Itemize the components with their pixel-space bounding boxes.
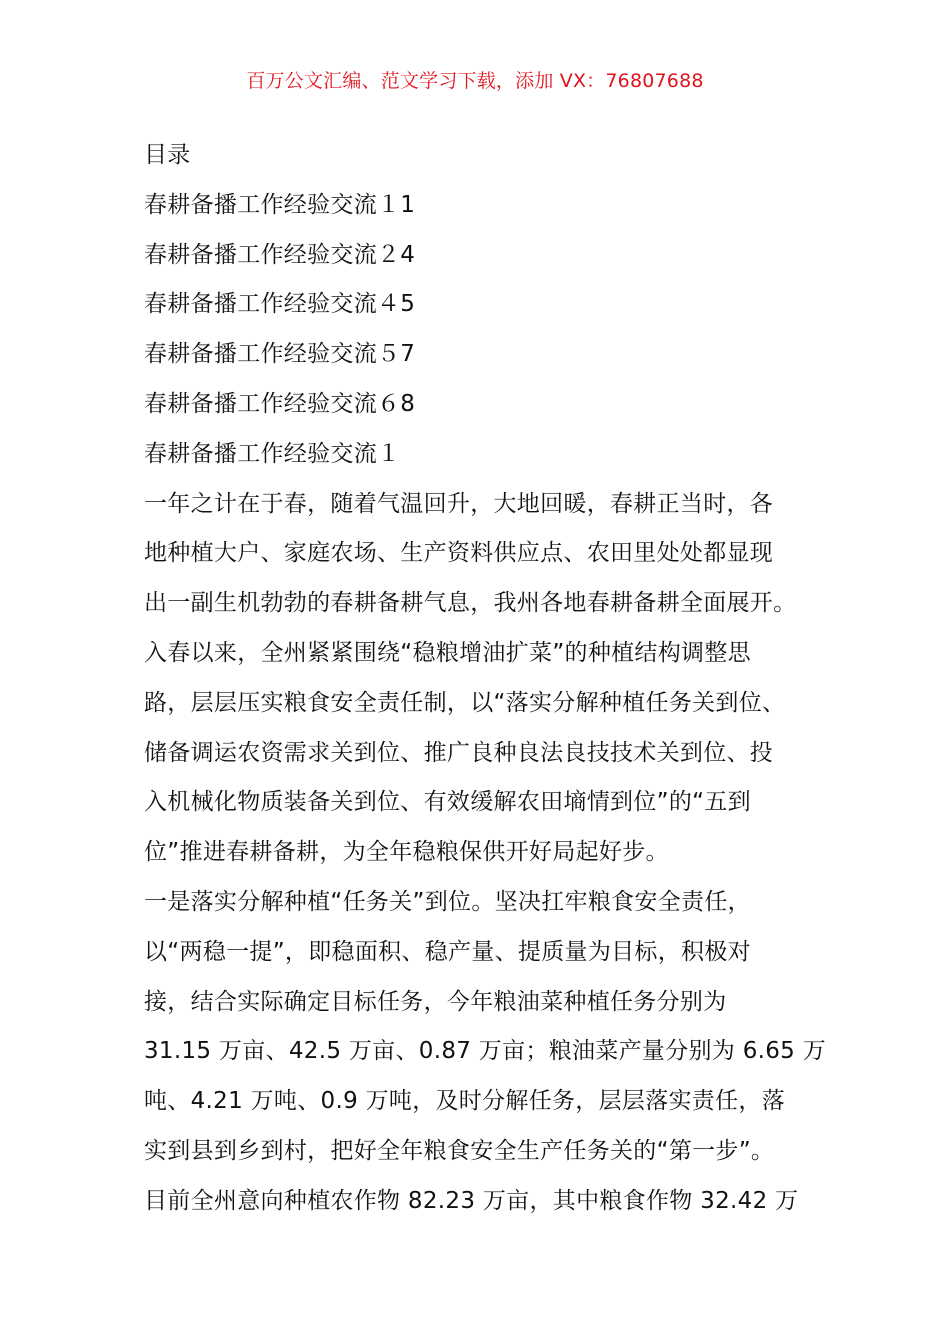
paragraph-line: 一年之计在于春，随着气温回升，大地回暖，春耕正当时，各 bbox=[144, 490, 774, 517]
article-title: 春耕备播工作经验交流１ bbox=[144, 440, 401, 467]
paragraph-line: 目前全州意向种植农作物 82.23 万亩，其中粮食作物 32.42 万 bbox=[144, 1187, 799, 1214]
paragraph-line: 一是落实分解种植“任务关”到位。坚决扛牢粮食安全责任， bbox=[144, 888, 751, 915]
paragraph-line: 出一副生机勃勃的春耕备耕气息，我州各地春耕备耕全面展开。 bbox=[144, 590, 797, 617]
paragraph-line: 地种植大户、家庭农场、生产资料供应点、农田里处处都显现 bbox=[144, 540, 774, 567]
paragraph-line: 入春以来，全州紧紧围绕“稳粮增油扩菜”的种植结构调整思 bbox=[144, 639, 751, 666]
toc-item[interactable]: 春耕备播工作经验交流１1 bbox=[144, 191, 416, 218]
paragraph-line: 路，层层压实粮食安全责任制，以“落实分解种植任务关到位、 bbox=[144, 689, 786, 716]
paragraph-line: 位”推进春耕备耕，为全年稳粮保供开好局起好步。 bbox=[144, 839, 669, 866]
watermark-header: 百万公文汇编、范文学习下载，添加 VX：76807688 bbox=[246, 70, 704, 92]
paragraph-line: 以“两稳一提”，即稳面积、稳产量、提质量为目标，积极对 bbox=[144, 938, 751, 965]
document-body bbox=[144, 131, 827, 1227]
paragraph-line: 接，结合实际确定目标任务，今年粮油菜种植任务分别为 bbox=[144, 988, 727, 1015]
paragraph-line: 储备调运农资需求关到位、推广良种良法良技技术关到位、投 bbox=[144, 739, 774, 766]
paragraph-line: 吨、4.21 万吨、0.9 万吨，及时分解任务，层层落实责任，落 bbox=[144, 1088, 786, 1115]
toc-item[interactable]: 春耕备播工作经验交流５7 bbox=[144, 341, 416, 368]
toc-item[interactable]: 春耕备播工作经验交流６8 bbox=[144, 390, 416, 417]
paragraph-line: 31.15 万亩、42.5 万亩、0.87 万亩；粮油菜产量分别为 6.65 万 bbox=[144, 1038, 827, 1065]
toc-title: 目录 bbox=[144, 142, 191, 168]
paragraph-line: 实到县到乡到村，把好全年粮食安全生产任务关的“第一步”。 bbox=[144, 1137, 775, 1164]
toc-item[interactable]: 春耕备播工作经验交流４5 bbox=[144, 291, 416, 318]
paragraph-line: 入机械化物质装备关到位、有效缓解农田墒情到位”的“五到 bbox=[144, 789, 751, 816]
toc-item[interactable]: 春耕备播工作经验交流２4 bbox=[144, 241, 416, 268]
